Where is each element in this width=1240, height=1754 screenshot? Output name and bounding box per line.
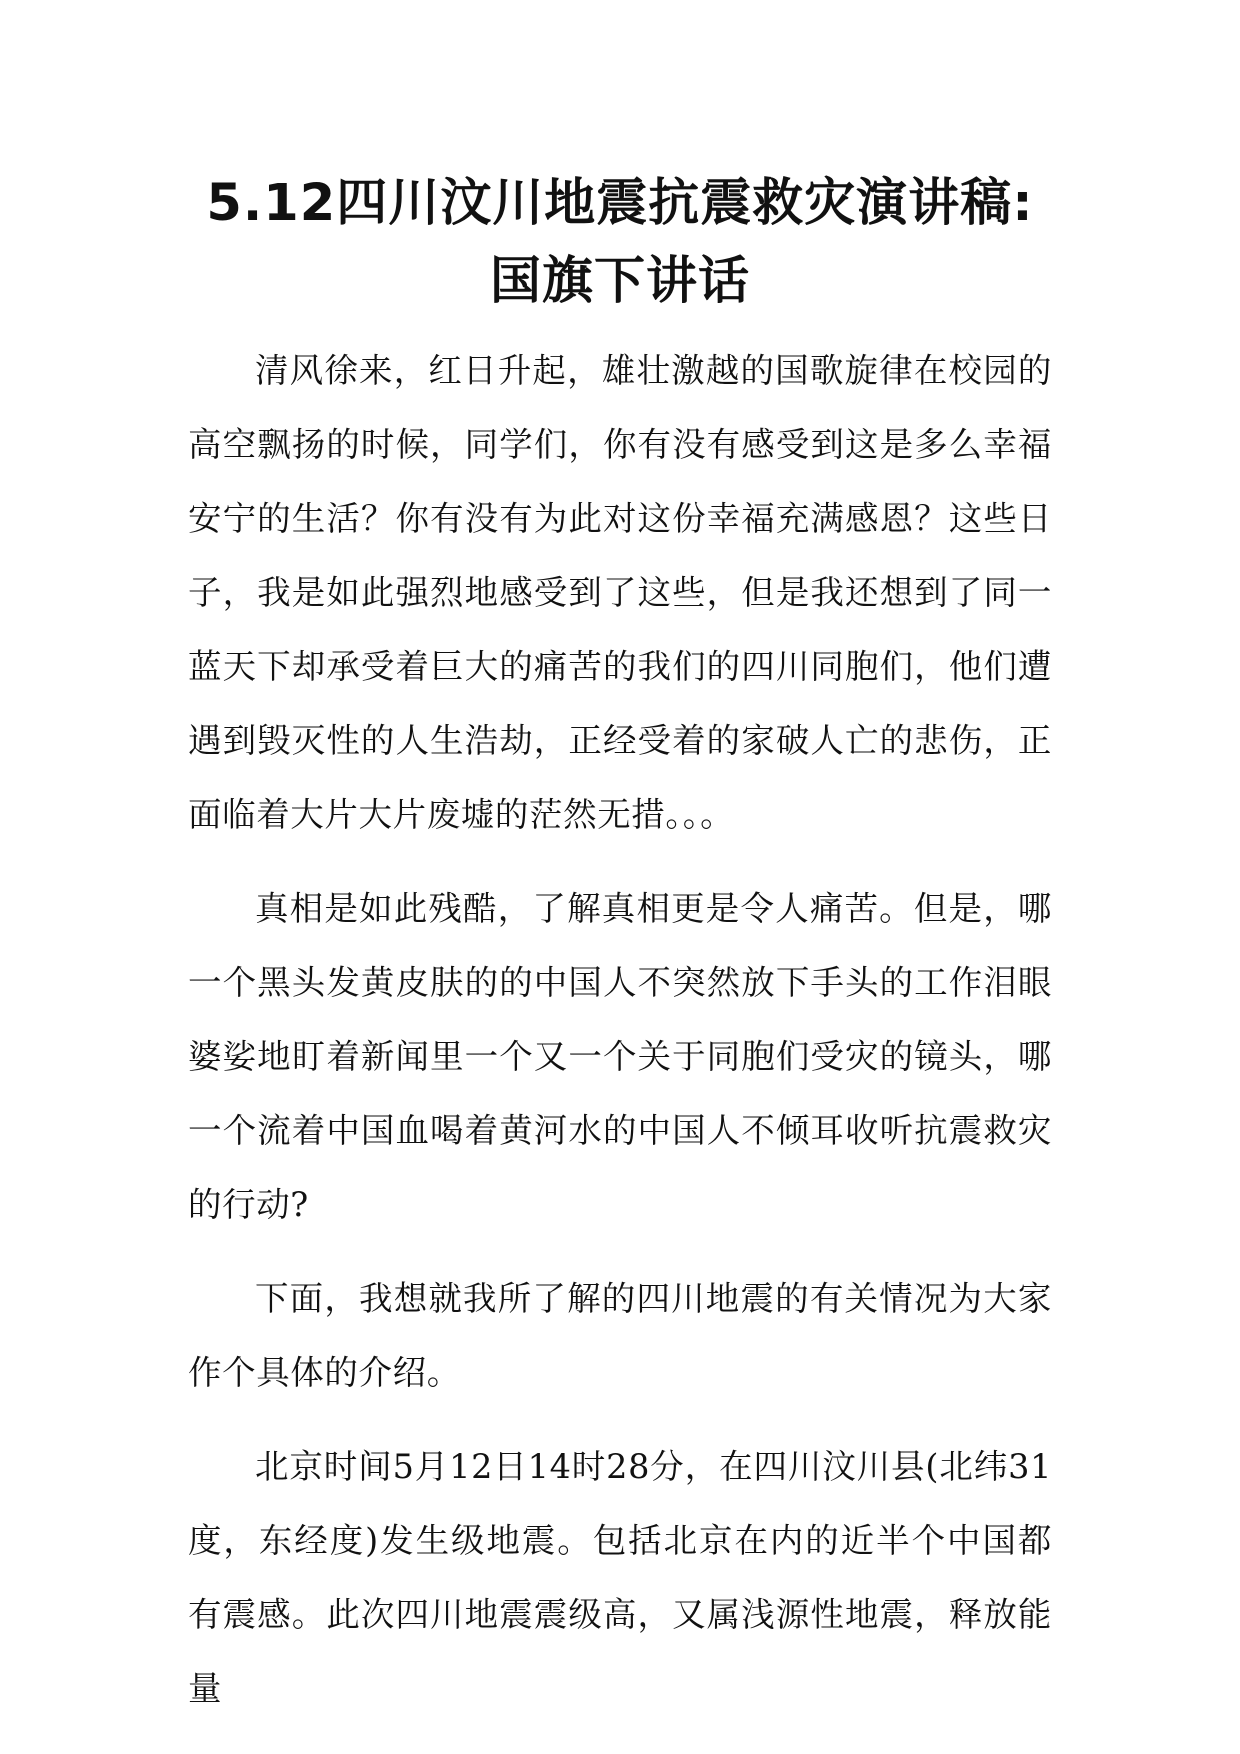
paragraph: 真相是如此残酷，了解真相更是令人痛苦。但是，哪一个黑头发黄皮肤的的中国人不突然放下手头的工作泪眼婆娑地盯着新闻里一个又一个关于同胞们受灾的镜头，哪一个流着中国血喝着黄河水的中国人不倾耳收听抗震救灾的行动? <box>188 889 1052 1224</box>
paragraph: 北京时间5月12日14时28分，在四川汶川县(北纬31度，东经度)发生级地震。包括北京在内的近半个中国都有震感。此次四川地震震级高，又属浅源性地震，释放能量 <box>188 1447 1052 1708</box>
paragraph: 清风徐来，红日升起，雄壮激越的国歌旋律在校园的高空飘扬的时候，同学们，你有没有感受到这是多么幸福安宁的生活？你有没有为此对这份幸福充满感恩？这些日子，我是如此强烈地感受到了这些，但是我还想到了同一蓝天下却承受着巨大的痛苦的我们的四川同胞们，他们遭遇到毁灭性的人生浩劫，正经受着的家破人亡的悲伤，正面临着大片大片废墟的茫然无措。。。 <box>188 351 1052 834</box>
document-body <box>188 334 1052 1726</box>
document-title: 5.12四川汶川地震抗震救灾演讲稿:国旗下讲话 <box>206 174 1034 311</box>
paragraph: 下面，我想就我所了解的四川地震的有关情况为大家作个具体的介绍。 <box>188 1279 1052 1392</box>
